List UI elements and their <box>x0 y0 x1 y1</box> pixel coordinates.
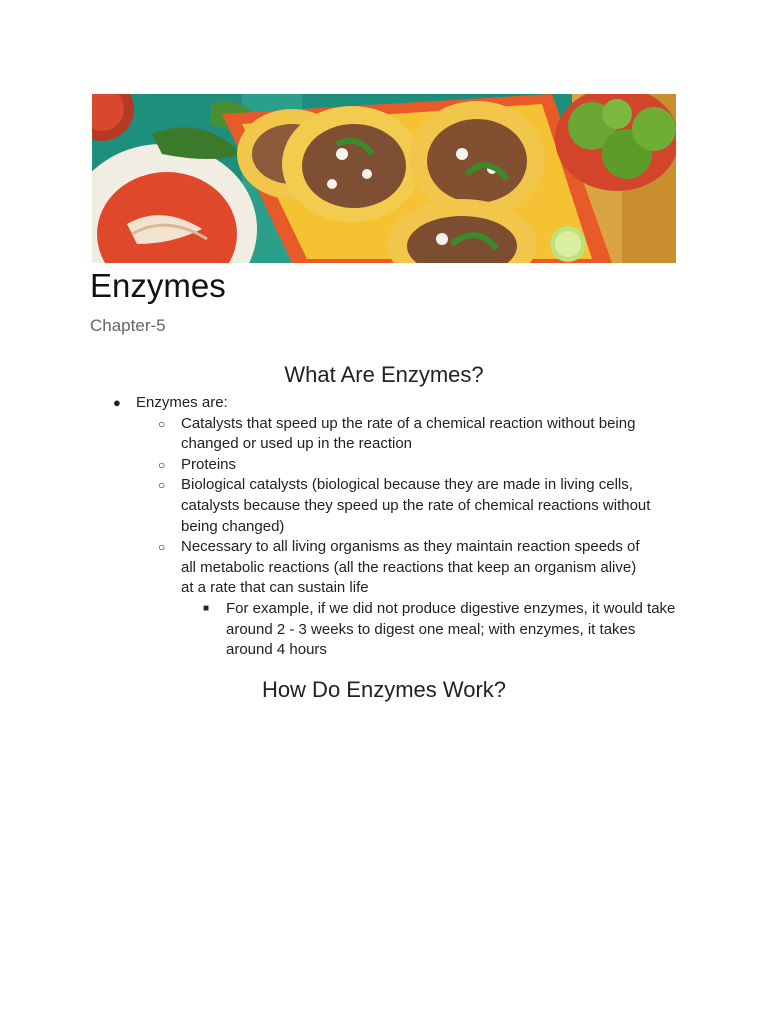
list-item-text: Catalysts that speed up the rate of a chemical reaction without being changed or used up in the reaction <box>181 414 636 453</box>
section-heading-how-do-enzymes-work: How Do Enzymes Work? <box>261 677 507 702</box>
list-item-text: Proteins <box>181 455 237 473</box>
list-item-text: Enzymes are: <box>136 394 228 411</box>
hollow-circle-bullet-icon: ○ <box>158 457 166 472</box>
header-image-tacos <box>92 94 676 263</box>
list-item-text: Biological catalysts (biological because they are made in living cells, catalysts because they speed up the rate of chemical reactions without being changed) <box>181 476 651 535</box>
filled-circle-bullet-icon: ● <box>113 395 121 410</box>
hollow-circle-bullet-icon: ○ <box>158 416 166 431</box>
hollow-circle-bullet-icon: ○ <box>158 540 166 555</box>
list-item <box>0 455 651 476</box>
list-item <box>0 414 651 455</box>
list-item <box>0 537 651 599</box>
tacos-photo-illustration <box>92 94 676 263</box>
document-title: Enzymes <box>90 267 226 304</box>
bullet-list <box>0 393 768 661</box>
hollow-circle-bullet-icon: ○ <box>158 478 166 493</box>
list-item <box>0 599 681 661</box>
document-subtitle: Chapter-5 <box>90 316 166 335</box>
list-item-text: Necessary to all living organisms as they maintain reaction speeds of all metabolic reactions (all the reactions that keep an organism alive) at a rate that can sustain life <box>181 538 640 597</box>
list-item <box>0 475 651 537</box>
filled-square-bullet-icon: ■ <box>203 602 210 614</box>
section-heading-what-are-enzymes: What Are Enzymes? <box>284 362 484 387</box>
list-item <box>0 393 768 414</box>
list-item-text: For example, if we did not produce digestive enzymes, it would take around 2 - 3 weeks to digest one meal; with enzymes, it takes around 4 hours <box>226 599 676 659</box>
